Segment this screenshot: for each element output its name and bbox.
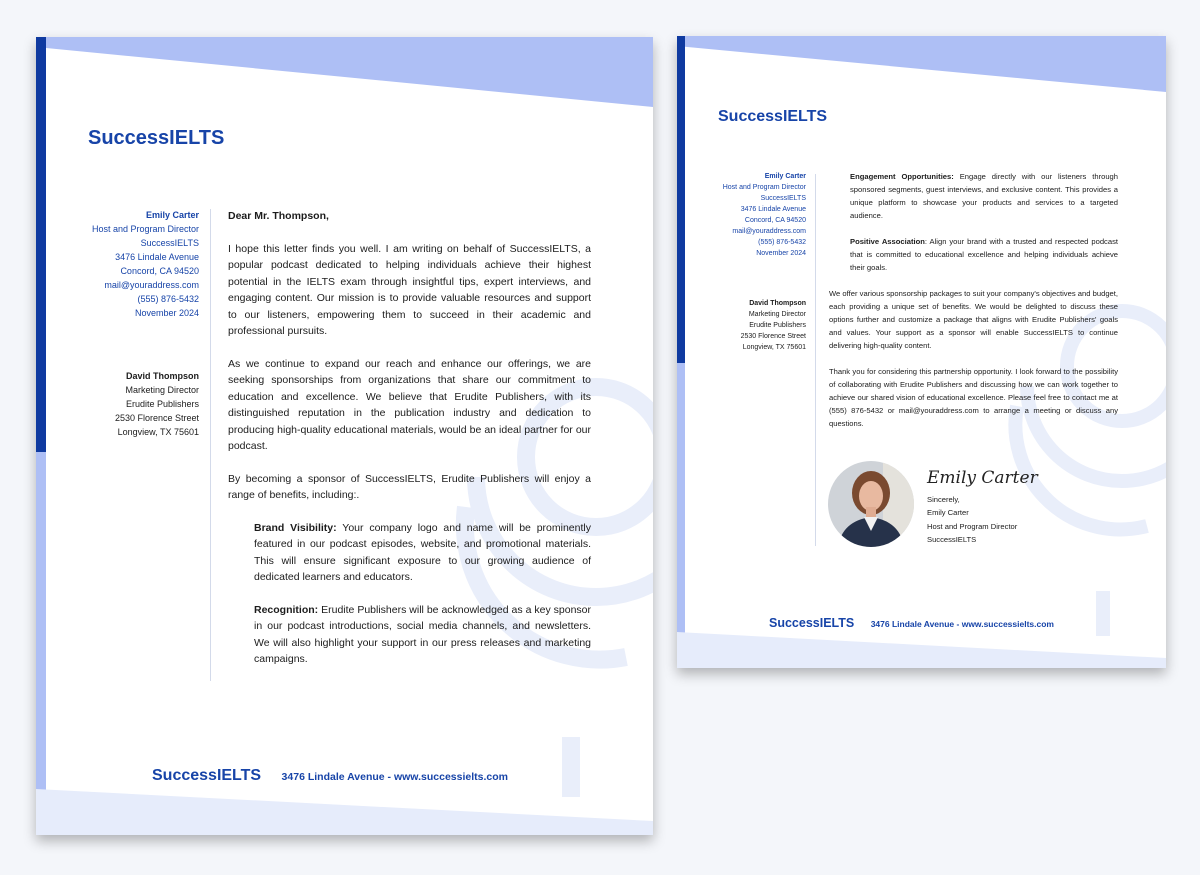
paragraph-5: Thank you for considering this partnership opportunity. I look forward to the possibility of collaborating with Erudite Publishers and discussing how we can work together to achieve our shared vision of educational excellence. Please feel free to contact me at (555) 876-5432 or mail@youraddress.com to arrange a meeting or discuss any questions. — [829, 367, 1118, 428]
sender-block — [46, 208, 199, 320]
recipient-title: Marketing Director — [748, 311, 806, 318]
recipient-name: David Thompson — [125, 371, 199, 381]
header-stripe — [36, 37, 46, 452]
closing-company: SuccessIELTS — [927, 534, 977, 544]
sender-phone: (555) 876-5432 — [137, 294, 199, 304]
sender-phone: (555) 876-5432 — [758, 239, 806, 246]
sender-name: Emily Carter — [764, 173, 806, 180]
benefit-label: Engagement Opportunities: — [850, 172, 954, 181]
letter-body — [228, 208, 591, 684]
sender-street: 3476 Lindale Avenue — [740, 206, 806, 213]
recipient-title: Marketing Director — [125, 385, 199, 395]
side-stripe-light — [677, 363, 685, 668]
sender-city: Concord, CA 94520 — [744, 217, 806, 224]
recipient-street: 2530 Florence Street — [740, 333, 806, 340]
benefit-recognition — [254, 602, 591, 668]
sender-city: Concord, CA 94520 — [120, 266, 199, 276]
sender-company: SuccessIELTS — [760, 195, 806, 202]
letter-page-1 — [36, 37, 653, 835]
column-divider — [815, 174, 816, 546]
benefit-label: Positive Association — [850, 237, 925, 246]
closing-name: Emily Carter — [927, 508, 969, 518]
sender-email: mail@youraddress.com — [732, 228, 806, 235]
sender-block — [685, 171, 806, 259]
recipient-block — [685, 298, 806, 353]
sender-street: 3476 Lindale Avenue — [115, 252, 199, 262]
sender-title: Host and Program Director — [722, 184, 806, 191]
sender-photo — [828, 461, 914, 547]
paragraph-3: By becoming a sponsor of SuccessIELTS, Erudite Publishers will enjoy a range of benefits, including:. — [228, 472, 591, 501]
footer — [152, 767, 632, 785]
paragraph-4: We offer various sponsorship packages to suit your company's objectives and budget, each providing a unique set of benefits. We would be delighted to discuss these options further and customize a package that aligns with Erudite Publishers' goals and values. Your support as a sponsor will enable SuccessIELTS to continue delivering high-quality content. — [829, 289, 1118, 350]
closing-title: Host and Program Director — [927, 521, 1018, 531]
letter-body-continued — [829, 170, 1118, 430]
column-divider — [210, 209, 211, 681]
benefit-label: Brand Visibility: — [254, 521, 337, 534]
benefit-label: Recognition: — [254, 603, 319, 616]
closing-block — [927, 493, 1017, 546]
benefit-text: Your company logo and name will be prominently featured in our podcast episodes, website, and promotional materials. This will ensure significant exposure to our growing audience of dedicated learners and educators. — [254, 521, 591, 583]
recipient-city: Longview, TX 75601 — [117, 427, 199, 437]
signature: Emily Carter — [927, 468, 1038, 488]
brand-logo: SuccessIELTS — [88, 127, 225, 149]
benefit-text: Erudite Publishers will be acknowledged as a key sponsor in our podcast introductions, social media channels, and newsletters. We will also highlight your support in our press releases and marketing campaigns. — [254, 603, 591, 665]
recipient-block — [46, 369, 199, 439]
sender-name: Emily Carter — [145, 210, 199, 220]
benefit-engagement — [850, 170, 1118, 222]
recipient-company: Erudite Publishers — [749, 322, 806, 329]
footer-brand: SuccessIELTS — [769, 616, 855, 630]
footer-address: 3476 Lindale Avenue - www.successielts.com — [281, 771, 508, 783]
footer — [769, 614, 1149, 632]
sender-title: Host and Program Director — [91, 224, 199, 234]
paragraph-2: As we continue to expand our reach and enhance our offerings, we are seeking sponsorships from organizations that share our commitment to education and excellence. We believe that Erudite Publishers, with its distinguished reputation in the publication industry and dedication to producing high-quality educational materials, would be an ideal partner for our podcast. — [228, 357, 591, 452]
salutation: Dear Mr. Thompson, — [228, 210, 329, 222]
sender-date: November 2024 — [134, 308, 199, 318]
footer-brand: SuccessIELTS — [152, 767, 262, 784]
footer-address: 3476 Lindale Avenue - www.successielts.com — [870, 619, 1054, 629]
footer-band — [36, 789, 653, 835]
header-band — [677, 36, 1166, 92]
benefit-text: Engage directly with our listeners through sponsored segments, guest interviews, and exclusive content. This provides a unique platform to showcase your products and services to a targeted audience. — [850, 172, 1118, 220]
letter-page-2 — [677, 36, 1166, 668]
recipient-company: Erudite Publishers — [125, 399, 199, 409]
recipient-city: Longview, TX 75601 — [742, 344, 806, 351]
sender-company: SuccessIELTS — [140, 238, 199, 248]
recipient-street: 2530 Florence Street — [114, 413, 199, 423]
sender-date: November 2024 — [756, 250, 806, 257]
side-stripe-light — [36, 452, 46, 835]
recipient-name: David Thompson — [749, 300, 806, 307]
footer-band — [677, 632, 1166, 668]
header-stripe — [677, 36, 685, 363]
header-band — [36, 37, 653, 107]
benefit-brand-visibility — [254, 520, 591, 586]
brand-logo: SuccessIELTS — [718, 108, 828, 125]
paragraph-1: I hope this letter finds you well. I am writing on behalf of SuccessIELTS, a popular podcast dedicated to helping individuals achieve their highest potential in the IELTS exam through insightful tips, expert interviews, and engaging content. Our mission is to provide valuable resources and support to our listeners, empowering them to succeed in their academic and professional pursuits. — [228, 242, 591, 337]
benefit-text: : Align your brand with a trusted and respected podcast that is committed to educational excellence and helping individuals achieve their goals. — [850, 237, 1118, 272]
sender-email: mail@youraddress.com — [104, 280, 199, 290]
closing: Sincerely, — [927, 495, 960, 504]
benefit-positive-association — [850, 235, 1118, 274]
